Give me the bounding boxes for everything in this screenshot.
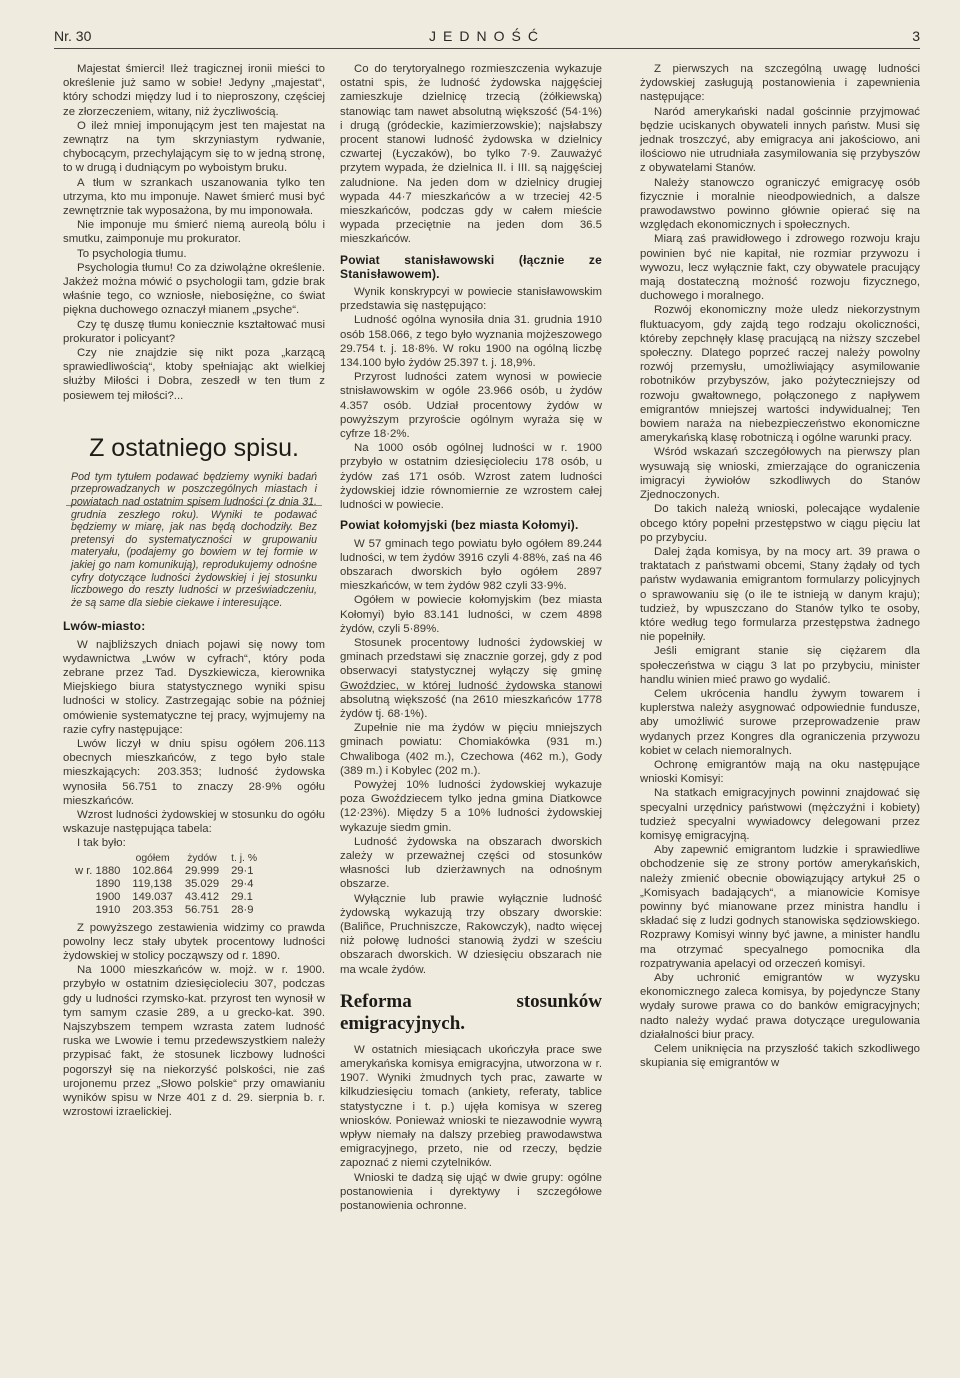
paragraph: Należy stanowczo ograniczyć emigracyę osób fizycznie i moralnie nieodpowiednich, a dalsze prawodawstwo powinno głównie opierać się na względach ekonomicznych i społecznych. — [640, 176, 920, 232]
table-cell: 28·9 — [231, 903, 254, 916]
editorial-note: Pod tym tytułem podawać będziemy wyniki badań przeprowadzanych w poszczególnych miastach i powiatach nad ostatnim spisem ludności (z dnia 31. grudnia zeszłego roku). Wyniki te podawać będziemy w miarę, jak nas będą dochodziły. Bez pretensyi do systematyczności w grupowaniu materyału, (podajemy go bowiem w tej formie w jakiej go nam komunikują), reprodukujemy odnośne cyfry dotyczące ludności żydowskiej i jej stosunku liczbowego do reszty ludności w przeświadczeniu, że są same dla siebie ciekawe i interesujące. — [71, 470, 317, 609]
paragraph: Do takich należą wnioski, polecające wydalenie obcego który popełni przestępstwo w ciągu pięciu lat po przybyciu. — [640, 503, 920, 544]
paragraph: W najbliższych dniach pojawi się nowy tom wydawnictwa „Lwów w cyfrach“, który poda zebrane przez Tad. Dyszkiewicza, kierownika Miejskiego biura statystycznego wyniki spisu ludności w stolicy. Zastrzegając sobie na później omówienie systematyczne tej pracy, wyjmujemy na razie cyfry następujące: — [63, 638, 325, 736]
paragraph: Czy tę duszę tłumu koniecznie kształtować musi prokurator i policyant? — [63, 318, 325, 345]
paragraph: Wśród wskazań szczegółowych na pierwszy plan wysuwają się wnioski, zmierzające do ograniczenia imigracyi żywiołów szkodliwych do Stanów Zjednoczonych. — [640, 446, 920, 502]
paragraph: Stosunek procentowy ludności żydowskiej w gminach przedstawi się znacznie gorzej, gdy z pod obserwacyi statystycznej wyłączy się gminę Gwoździec, w której ludność żydowska stanowi absolutną większość (na 2610 mieszkańców 1778 żydów tj. 68·1%). — [340, 636, 602, 720]
table-cell: 203.353 — [132, 903, 173, 916]
paragraph: Wnioski te dadzą się ująć w dwie grupy: ogólne postanowienia i dyrektywy i szczegółowe postanowienia ochronne. — [340, 1171, 602, 1213]
table-intro: I tak było: — [77, 837, 126, 850]
table-cell: 119,138 — [132, 878, 173, 891]
table-header-cell: t. j. % — [231, 852, 258, 864]
paragraph: Wynik konskrypcyi w powiecie stanisławowskim przedstawia się następująco: — [340, 286, 602, 313]
table-header-cell: ogółem — [135, 852, 170, 864]
table-cell: 43.412 — [184, 891, 220, 904]
table-cell: w r. 1880 — [75, 865, 121, 878]
page-number: 3 — [912, 28, 920, 44]
paragraph: Wyłącznie lub prawie wyłącznie ludność żydowską wykazują trzy obszary dworskie: (Baliñce, Pruchniszcze, Rakowczyk), nadto więcej niż połowę ludności stanowią żydzi w sześciu obszarach dworskich. W dziesięciu obszarach nie ma wcale żydów. — [340, 892, 602, 976]
paragraph: W 57 gminach tego powiatu było ogółem 89.244 ludności, w tem żydów 3916 czyli 4·88%, zaś na 46 obszarach dworskich było ogółem 2897 mieszkańców, w tem żydów 982 czyli 33·9%. — [340, 537, 602, 593]
paragraph: Na 1000 mieszkańców w. mojż. w r. 1900. przybyło w ostatnim dziesięcioleciu 307, podczas gdy u ludności rzymsko-kat. przyrost ten wynosił w tym samym czasie 289, a u grecko-kat. 390. Najszybszem tempem wzrasta zatem ludność ruska we Lwowie i temu przedewszystkiem należy przypisać fakt, że stosunek liczbowy ludności pogorszył się na niekorzyść polskości, nie zaś urojonemu przez „Słowo polskie“ przy omawianiu wyników spisu w Nrze 401 z d. 29. sierpnia b. r. wzrostowi izraelickiej. — [63, 964, 325, 1119]
paragraph: Rozwój ekonomiczny może uledz niekorzystnym fluktuacyom, gdy zajdą tego rodzaju okoliczności, któreby zepchnęły klasę pracującą na niższy szczebel społeczny. Dlatego poprzeć raczej należy powolny rozwój przemysłu, umożliwiający asymilowanie robotników przybyszów, jako pożyteczniejszy od rozwoju gwałtownego, połączonego z napływem emigrantów mniejszej wartości indywidualnej; Ten bowiem naraża na niebezpieczeństwo ekonomiczne amerykańską klasę robotniczą i ogólne warunki pracy. — [640, 304, 920, 445]
paragraph: Celem uniknięcia na przyszłość takich szkodliwego skupiania się emigrantów w — [640, 1043, 920, 1070]
column-3 — [640, 62, 920, 1070]
paragraph: Ludność żydowska na obszarach dworskich zależy w przeważnej części od stosunków własności lub dzierżawnych na odnośnym obszarze. — [340, 835, 602, 891]
table-row — [69, 904, 263, 917]
header-rule — [54, 48, 920, 49]
paragraph: Celem ukrócenia handlu żywym towarem i kuplerstwa należy asygnować odpowiednie fundusze, aby umożliwić surowe przeprowadzenie praw wydanych przez Kongres dla ograniczenia przywozu kobiet w celach niemoralnych. — [640, 687, 920, 757]
paragraph: To psychologia tłumu. — [77, 247, 187, 260]
column-1 — [63, 62, 325, 1119]
article-title: Z ostatniego spisu. — [89, 433, 299, 462]
table-header-row — [69, 853, 263, 866]
paragraph: A tłum w szrankach uszanowania tylko ten utrzyma, kto mu imponuje. Nawet śmierć musi być zewnętrznie tak wyposażona, by mu imponowała. — [63, 176, 325, 218]
section-subhead: Lwów-miasto: — [63, 619, 146, 634]
column-2 — [340, 62, 602, 1213]
table-cell: 102.864 — [132, 865, 173, 878]
paragraph: Jeśli emigrant stanie się ciężarem dla społeczeństwa w ciągu 3 lat po przybyciu, minister handlu winien mieć prawo go wydalić. — [640, 645, 920, 686]
section-subhead: Powiat stanisławowski (łącznie ze Stanisławowem). — [340, 252, 602, 281]
paragraph: Wzrost ludności żydowskiej w stosunku do ogółu wskazuje następująca tabela: — [63, 809, 325, 836]
population-table — [69, 853, 263, 917]
paragraph: Miarą zaś prawidłowego i zdrowego rozwoju kraju powinien być nie kapitał, nie rozmiar przywozu i wywozu, lecz wyłącznie fakt, czy obywatele pracujący mają dostateczną możność rozwoju fizycznego, duchowego i moralnego. — [640, 233, 920, 303]
newspaper-title: JEDNOŚĆ — [429, 28, 545, 44]
table-row — [69, 891, 263, 904]
paragraph: Powyżej 10% ludności żydowskiej wykazuje poza Gwoździecem tylko jedna gmina Diatkowce (12·23%). Między 5 a 10% ludności żydowskiej wykazuje siedm gmin. — [340, 778, 602, 834]
paragraph: Majestat śmierci! Ileż tragicznej ironii mieści to określenie już samo w sobie! Jedyny „majestat“, który schodzi między lud i to nieproszony, częściej ze złorzeczeniem, witany, niż życzliwością. — [63, 63, 325, 118]
paragraph: Na statkach emigracyjnych powinni znajdować się specyalni urzędnicy państwowi (mężczyźni i kobiety) tudzież specyalni wywiadowcy delegowani przez komisyę emigracyjną. — [640, 787, 920, 842]
table-row — [69, 878, 263, 891]
table-cell: 1900 — [95, 891, 121, 904]
paragraph: Czy nie znajdzie się nikt poza „karzącą sprawiedliwością“, ktoby spełniając akt wielkiej służby Miłości i Dobra, zeszedł w ten tłum z posiewem tej miłości?... — [63, 347, 325, 402]
paragraph: Z pierwszych na szczególną uwagę ludności żydowskiej zasługują postanowienia i zapewnienia następujące: — [640, 63, 920, 104]
table-cell: 149.037 — [132, 891, 173, 904]
paragraph: Ochronę emigrantów mają na oku następujące wnioski Komisyi: — [640, 758, 920, 786]
table-cell: 29·1 — [231, 865, 254, 878]
table-cell: 29.1 — [231, 891, 253, 904]
paragraph: Psychologia tłumu! Co za dziwolążne określenie. Jakżeż można mówić o psychologii tam, gdzie brak właśnie tego, co wzniosłe, niebosiężne, co świat piękna duchowego oznaczył mianem „psyche“. — [63, 261, 325, 317]
table-cell: 1910 — [95, 903, 121, 916]
paragraph: W ostatnich miesiącach ukończyła prace swe amerykańska komisya emigracyjna, utworzona w r. 1907. Wyniki żmudnych tych prac, zawarte w kilkudziesięciu tomach (ankiety, referaty, tablice statystyczne i t. p.) ujęła komisya w szereg wniosków. Ponieważ wnioski te niezawodnie wywrą wpływ niemały na dalszy przebieg prawodawstwa emigracyjnego, przeto, nie od rzeczy, będzie zapoznać z niemi czytelników. — [340, 1043, 602, 1170]
paragraph: Lwów liczył w dniu spisu ogółem 206.113 obecnych mieszkańców, z tego było stale mieszkających: 203.353; ludność żydowska wynosiła 56.751 to znaczy 28·9% ogółu mieszkańców. — [63, 738, 325, 807]
table-header-cell: żydów — [187, 852, 217, 864]
table-cell: 29·4 — [231, 878, 254, 891]
paragraph: Dalej żąda komisya, by na mocy art. 39 prawa o traktatach z państwami obcemi, Stany żądały od tych państw wydawania emigrantom formularzy policyjnych o sprawowaniu się (o ile te istnieją w danym kraju); tudzież, by wpuszczano do Stanów tylko te osoby, które według tego formularza przestępstwa żadnego nie popełniły. — [640, 545, 920, 644]
table-cell: 29.999 — [184, 865, 220, 878]
paragraph: Nie imponuje mu śmierć niemą aureolą bólu i smutku, zaimponuje mu prokurator. — [63, 219, 325, 246]
paragraph: Aby zapewnić emigrantom ludzkie i sprawiedliwe obchodzenie się ze strony portów amerykańskich, należy zmienić obecnie obowiązujący artykuł 25 o „Komisyach badających“, a mianowicie Komisye powinny być mianowane przez ministra handlu i składać się z ludzi godnych stanowiska sędziowskiego. Rozprawy Komisyi winny być jawne, a minister handlu ma otrzymać specyalnego pomocnika dla rozpatrywania apelacyi od orzeczeń komisyi. — [640, 844, 920, 970]
table-header-cell — [69, 853, 126, 866]
paragraph: Przyrost ludności zatem wynosi w powiecie stnisławowskim w ogóle 23.966 osób, u żydów 4.357 osób. Udział procentowy żydów w powyższym przyroście ogólnym wyraża się w cyfrze 18·2%. — [340, 371, 602, 441]
table-row — [69, 865, 263, 878]
issue-number: Nr. 30 — [54, 28, 92, 44]
section-subhead: Powiat kołomyjski (bez miasta Kołomyi). — [340, 518, 579, 533]
paragraph: O ileż mniej imponującym jest ten majestat na zewnątrz na tym skrzyniastym rydwanie, chybocącym, przechylającym się to w jedną stronę, to w drugą i dudniącym po wyboistym bruku. — [63, 119, 325, 175]
table-cell: 35.029 — [184, 878, 220, 891]
section-heading: Reforma stosunków emigracyjnych. — [340, 990, 602, 1034]
paragraph: Aby uchronić emigrantów w wyzysku ekonomicznego zaleca komisya, by pojedyncze Stany wydały surowe prawa co do banków emigracyjnych; nadto należy wydać prawa dotyczące uregulowania działalności biur pracy. — [640, 972, 920, 1041]
paragraph: Ogółem w powiecie kołomyjskim (bez miasta Kołomyi) było 83.141 ludności, w czem 4898 żydów, czyli 5·89%. — [340, 594, 602, 635]
paragraph: Z powyższego zestawienia widzimy co prawda powolny lecz stały ubytek procentowy ludności żydowskiej w stolicy począwszy od r. 1890. — [63, 921, 325, 963]
paragraph: Ludność ogólna wynosiła dnia 31. grudnia 1910 osób 158.066, z tego było wyznania mojżeszowego 29.754 t. j. 18·8%. W roku 1900 na ogólną liczbę 134.100 było żydów 25.397 t. j. 18,9%. — [340, 314, 602, 370]
paragraph: Na 1000 osób ogólnej ludności w r. 1900 przybyło w ostatnim dziesięcioleciu 178 osób, u żydów zaś 171 osób. Wzrost zatem ludności żydowskiej idzie równomiernie ze wzrostem całej ludności w powiecie. — [340, 442, 602, 512]
table-cell: 1890 — [95, 878, 121, 891]
table-cell: 56.751 — [184, 903, 220, 916]
paragraph: Zupełnie nie ma żydów w pięciu mniejszych gminach powiatu: Chomiakówka (931 m.) Chwaliboga (402 m.), Czechowa (462 m.), Gody (389 m.) i Kobylec (202 m.). — [340, 722, 602, 777]
paragraph: Co do terytoryalnego rozmieszczenia wykazuje ostatni spis, że ludność żydowska najgęściej zamieszkuje dzielnicę trzecią (żółkiewską) stanowiąc tam nawet absolutną większość (54·1%) i drugą (gródeckie, kazimierzowskie); najsłabszy procent stanowi ludność żydowska w dzielnicy czwartej (Łyczaków), bo tylko 7·9. Zauważyć przytem wypada, że dzielnica II. i III. są najgęściej zaludnione. Na jeden dom w dzielnicy drugiej wypada 44·7 mieszkańców a w trzeciej 42·5 mieszkańców, podczas gdy w całem mieście wypada przeciętnie na jeden dom 36.5 mieszkańców. — [340, 63, 602, 246]
page-header — [54, 28, 920, 48]
paragraph: Naród amerykański nadal gościnnie przyjmować będzie uciskanych obywateli innych państw. Musi się jednak troszczyć, aby emigracya ani jakościowo, ani ilościowo nie utrudniała zasymilowania się przybyszów z obywatelami Stanów. — [640, 105, 920, 175]
